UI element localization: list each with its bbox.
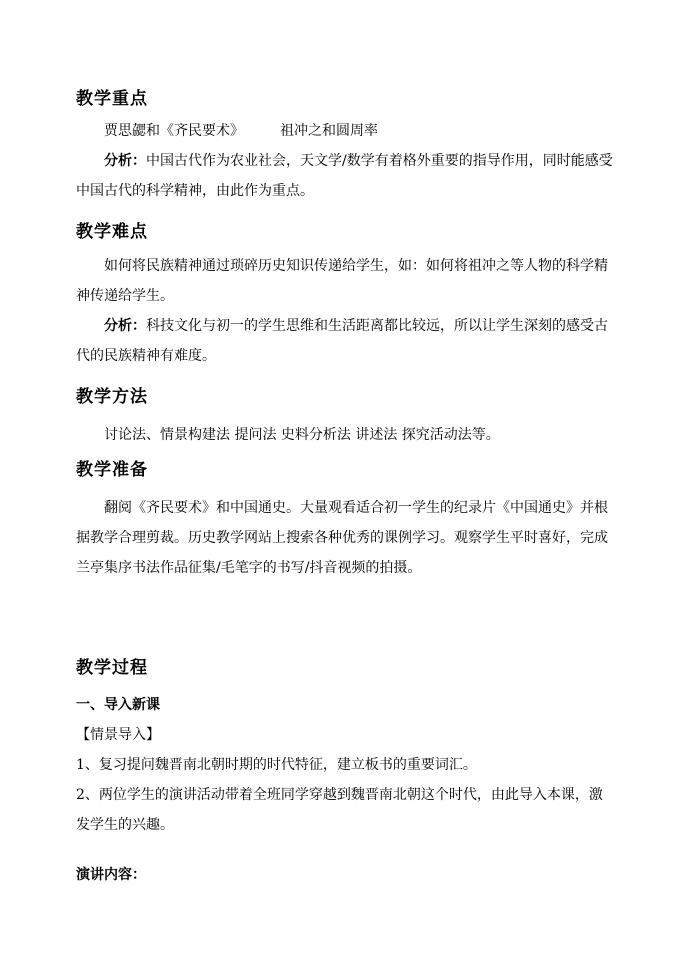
process-bracket-label: 【情景导入】 xyxy=(76,727,160,743)
difficulties-analysis xyxy=(76,311,616,371)
analysis-label: 分析： xyxy=(104,318,146,334)
analysis-text: 科技文化与初一的学生思维和生活距离都比较远，所以让学生深刻的感受古代的民族精神有难度。 xyxy=(76,318,608,364)
key-point-1: 贾思勰和《齐民要术》 xyxy=(104,123,244,139)
methods-text: 讨论法、情景构建法 提问法 史料分析法 讲述法 探究活动法等。 xyxy=(104,427,500,443)
preparation-text: 翻阅《齐民要术》和中国通史。大量观看适合初一学生的纪录片《中国通史》并根据教学合理剪裁。历史教学网站上搜索各种优秀的课例学习。观察学生平时喜好，完成兰亭集序书法作品征集/毛笔字的书写/抖音视频的拍摄。 xyxy=(76,500,608,576)
heading-difficulties: 教学难点 xyxy=(76,222,148,242)
process-body xyxy=(76,690,616,840)
heading-process: 教学过程 xyxy=(76,658,148,678)
preparation-body xyxy=(76,493,616,583)
analysis-label: 分析： xyxy=(104,153,146,169)
heading-preparation: 教学准备 xyxy=(76,460,148,480)
key-points-body xyxy=(76,116,616,206)
process-item-1: 1、复习提问魏晋南北朝时期的时代特征，建立板书的重要词汇。 xyxy=(76,757,477,773)
speech-content-label: 演讲内容： xyxy=(76,867,146,883)
key-points-analysis xyxy=(76,146,616,206)
difficulties-body xyxy=(76,251,616,371)
difficulties-text: 如何将民族精神通过琐碎历史知识传递给学生，如：如何将祖冲之等人物的科学精神传递给学生。 xyxy=(76,258,608,304)
heading-key-points: 教学重点 xyxy=(76,89,148,109)
methods-body xyxy=(76,420,616,450)
key-point-2: 祖冲之和圆周率 xyxy=(280,123,378,139)
process-item-2: 2、两位学生的演讲活动带着全班同学穿越到魏晋南北朝这个时代，由此导入本课，激发学生的兴趣。 xyxy=(76,787,603,833)
heading-methods: 教学方法 xyxy=(76,387,148,407)
process-subheading: 一、导入新课 xyxy=(76,697,160,713)
key-points-line xyxy=(76,116,616,146)
analysis-text: 中国古代作为农业社会，天文学/数学有着格外重要的指导作用，同时能感受中国古代的科学精神，由此作为重点。 xyxy=(76,153,613,199)
